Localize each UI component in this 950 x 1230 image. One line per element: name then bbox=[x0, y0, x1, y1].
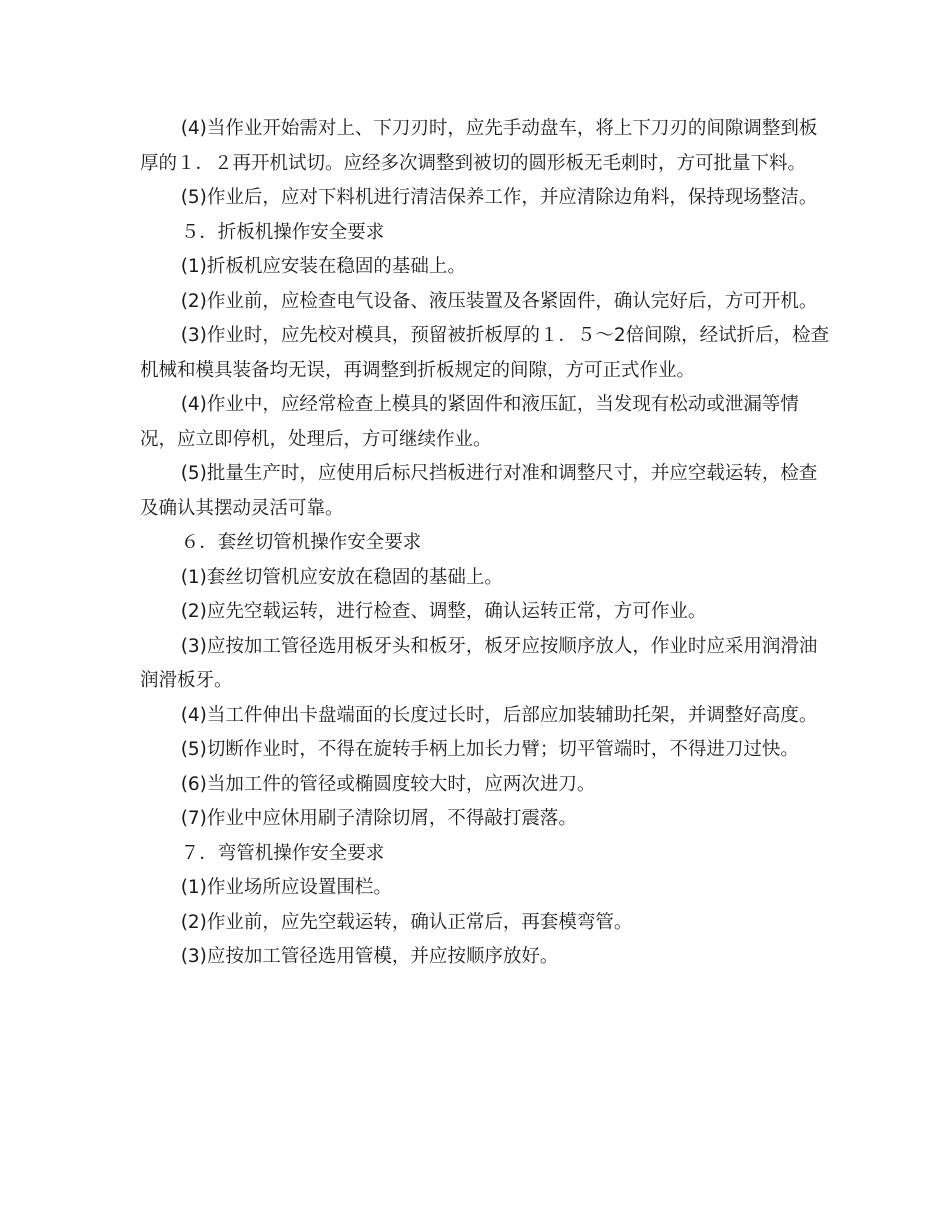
paragraph: (2)应先空载运转，进行检查、调整，确认运转正常，方可作业。 bbox=[180, 601, 707, 622]
paragraph: (2)作业前，应先空载运转，确认正常后，再套模弯管。 bbox=[180, 911, 633, 933]
section-heading: ５．折板机操作安全要求 bbox=[180, 221, 385, 243]
paragraph: (4)当作业开始需对上、下刀刃时，应先手动盘车，将上下刀刃的间隙调整到板厚的１．２再开机试切。应经多次调整到被切的圆形板无毛刺时，方可批量下料。 bbox=[140, 118, 818, 174]
document-body bbox=[140, 112, 830, 975]
paragraph: (5)切断作业时，不得在旋转手柄上加长力臂；切平管端时，不得进刀过快。 bbox=[180, 739, 799, 760]
section-heading: ７．弯管机操作安全要求 bbox=[180, 842, 385, 864]
section-heading: ６．套丝切管机操作安全要求 bbox=[180, 532, 422, 553]
paragraph: (5)批量生产时，应使用后标尺挡板进行对准和调整尺寸，并应空载运转，检查及确认其摆动灵活可靠。 bbox=[140, 463, 818, 519]
paragraph: (4)作业中，应经常检查上模具的紧固件和液压缸，当发现有松动或泄漏等情况，应立即停机，处理后，方可继续作业。 bbox=[140, 394, 799, 450]
paragraph: (1)套丝切管机应安放在稳固的基础上。 bbox=[180, 566, 503, 588]
paragraph: (2)作业前，应检查电气设备、液压装置及各紧固件，确认完好后，方可开机。 bbox=[180, 290, 818, 312]
paragraph: (1)作业场所应设置围栏。 bbox=[180, 877, 392, 898]
paragraph: (4)当工件伸出卡盘端面的长度过长时，后部应加装辅助托架，并调整好高度。 bbox=[180, 704, 818, 726]
paragraph: (7)作业中应休用刷子清除切屑，不得敲打震落。 bbox=[180, 808, 577, 829]
paragraph: (3)应按加工管径选用管模，并应按顺序放好。 bbox=[180, 946, 559, 967]
paragraph: (6)当加工件的管径或椭圆度较大时，应两次进刀。 bbox=[180, 773, 596, 795]
paragraph: (3)应按加工管径选用板牙头和板牙，板牙应按顺序放人，作业时应采用润滑油润滑板牙。 bbox=[140, 635, 818, 691]
paragraph: (5)作业后，应对下料机进行清洁保养工作，并应清除边角料，保持现场整洁。 bbox=[180, 187, 818, 208]
paragraph: (3)作业时，应先校对模具，预留被折板厚的１．５～2倍间隙，经试折后，检查机械和模具装备均无误，再调整到折板规定的间隙，方可正式作业。 bbox=[140, 325, 830, 381]
paragraph: (1)折板机应安装在稳固的基础上。 bbox=[180, 256, 466, 277]
